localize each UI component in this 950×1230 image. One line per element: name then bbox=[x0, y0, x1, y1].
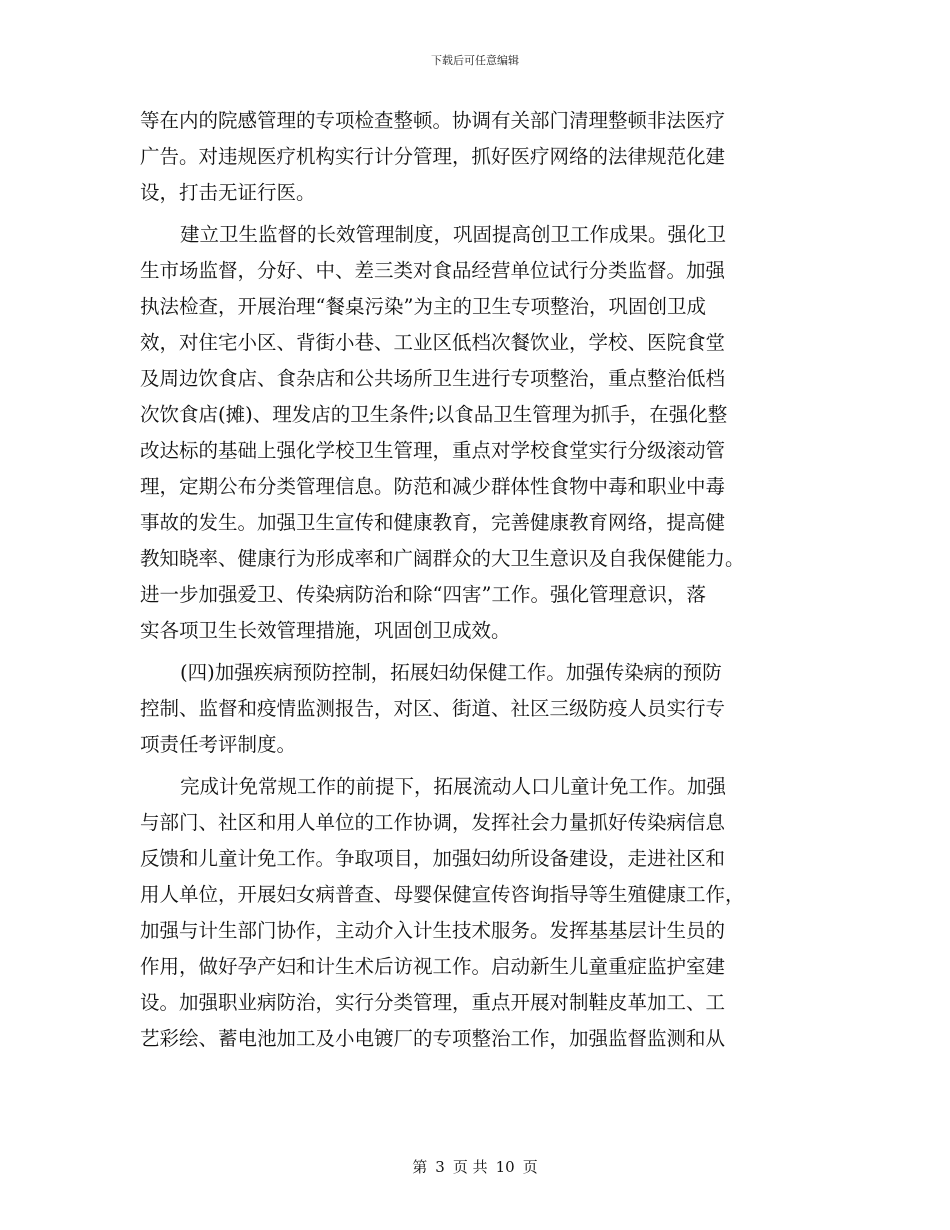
text-line: 生市场监督，分好、中、差三类对食品经营单位试行分类监督。加强 bbox=[140, 259, 726, 282]
text-line: 进一步加强爱卫、传染病防治和除“四害”工作。强化管理意识，落 bbox=[140, 583, 706, 606]
footer-middle: 页 共 bbox=[452, 1158, 488, 1176]
text-line: 控制、监督和疫情监测报告，对区、街道、社区三级防疫人员实行专 bbox=[140, 697, 726, 720]
page-footer bbox=[0, 1157, 950, 1177]
paragraph bbox=[140, 103, 810, 211]
text-line: 事故的发生。加强卫生宣传和健康教育，完善健康教育网络，提高健 bbox=[140, 511, 726, 534]
text-line: 理，定期公布分类管理信息。防范和减少群体性食物中毒和职业中毒 bbox=[140, 475, 726, 498]
page-header: 下载后可任意编辑 bbox=[431, 54, 519, 67]
text-line: 设。加强职业病防治，实行分类管理，重点开展对制鞋皮革加工、工 bbox=[140, 991, 726, 1014]
text-line: 反馈和儿童计免工作。争取项目，加强妇幼所设备建设，走进社区和 bbox=[140, 847, 726, 870]
text-line: 用人单位，开展妇女病普查、母婴保健宣传咨询指导等生殖健康工作， bbox=[140, 883, 745, 906]
text-line: 完成计免常规工作的前提下，拓展流动人口儿童计免工作。加强 bbox=[180, 775, 727, 798]
paragraph bbox=[140, 655, 810, 763]
text-line: 效，对住宅小区、背街小巷、工业区低档次餐饮业，学校、医院食堂 bbox=[140, 331, 726, 354]
footer-suffix: 页 bbox=[522, 1158, 538, 1176]
text-line: 作用，做好孕产妇和计生术后访视工作。启动新生儿童重症监护室建 bbox=[140, 955, 726, 978]
text-line: 及周边饮食店、食杂店和公共场所卫生进行专项整治，重点整治低档 bbox=[140, 367, 726, 390]
text-line: 实各项卫生长效管理措施，巩固创卫成效。 bbox=[140, 619, 511, 642]
text-line: 与部门、社区和用人单位的工作协调，发挥社会力量抓好传染病信息 bbox=[140, 811, 726, 834]
footer-total-pages: 10 bbox=[495, 1158, 515, 1176]
text-line: 等在内的院感管理的专项检查整顿。协调有关部门清理整顿非法医疗 bbox=[140, 109, 726, 132]
text-line: 教知晓率、健康行为形成率和广阔群众的大卫生意识及自我保健能力。 bbox=[140, 547, 745, 570]
text-line: 项责任考评制度。 bbox=[140, 733, 297, 756]
text-line: 广告。对违规医疗机构实行计分管理，抓好医疗网络的法律规范化建 bbox=[140, 145, 726, 168]
text-line: 艺彩绘、蓄电池加工及小电镀厂的专项整治工作，加强监督监测和从 bbox=[140, 1027, 726, 1050]
paragraph bbox=[140, 217, 810, 649]
paragraph bbox=[140, 769, 810, 1057]
text-line: 执法检查，开展治理“餐桌污染”为主的卫生专项整治，巩固创卫成 bbox=[140, 295, 706, 318]
text-line: (四)加强疾病预防控制，拓展妇幼保健工作。加强传染病的预防 bbox=[180, 661, 722, 684]
text-line: 改达标的基础上强化学校卫生管理，重点对学校食堂实行分级滚动管 bbox=[140, 439, 726, 462]
footer-prefix: 第 bbox=[412, 1158, 428, 1176]
text-line: 建立卫生监督的长效管理制度，巩固提高创卫工作成果。强化卫 bbox=[180, 223, 727, 246]
body-text bbox=[140, 103, 810, 1057]
text-line: 设，打击无证行医。 bbox=[140, 181, 316, 204]
footer-current-page: 3 bbox=[435, 1158, 445, 1176]
text-line: 加强与计生部门协作，主动介入计生技术服务。发挥基基层计生员的 bbox=[140, 919, 726, 942]
text-line: 次饮食店(摊)、理发店的卫生条件;以食品卫生管理为抓手，在强化整 bbox=[140, 403, 728, 426]
